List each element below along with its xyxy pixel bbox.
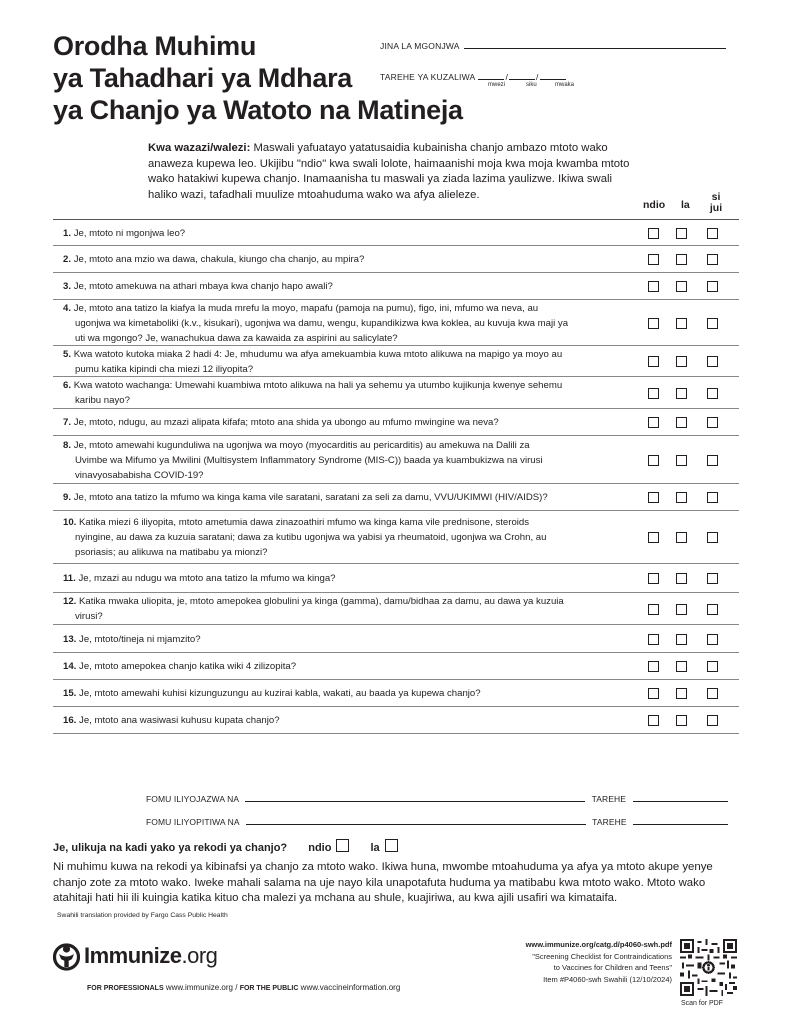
question-line <box>63 632 635 647</box>
question-line <box>63 594 635 609</box>
question-text <box>63 686 635 701</box>
dob-month-caption: mwezi <box>488 82 506 88</box>
question-line <box>63 331 635 346</box>
completed-by-label: FOMU ILIYOJAZWA NA <box>146 794 239 804</box>
question-row <box>53 246 739 273</box>
answer-no-checkbox[interactable] <box>676 388 687 399</box>
answer-dont-know-checkbox[interactable] <box>707 417 718 428</box>
answer-yes-checkbox[interactable] <box>648 318 659 329</box>
column-unknown-line-1: si <box>711 191 721 203</box>
question-line-text: pumu katika kipindi cha miezi 12 iliyopita? <box>75 364 254 375</box>
question-text <box>63 571 635 586</box>
question-line-text: Je, mtoto amewahi kugunduliwa na ugonjwa wa moyo (myocarditis au pericarditis) au amekuwa na Dalili za <box>73 440 530 451</box>
dob-year-line[interactable] <box>540 71 566 80</box>
answer-yes-checkbox[interactable] <box>648 254 659 265</box>
footer-public-link[interactable]: www.vaccineinformation.org <box>300 983 401 992</box>
question-line-text: Je, mtoto ana mzio wa dawa, chakula, kiungo cha chanjo, au mpira? <box>73 254 365 265</box>
logo-name: Immunize <box>84 943 182 968</box>
answer-dont-know-checkbox[interactable] <box>707 492 718 503</box>
question-line <box>63 468 635 483</box>
question-line <box>63 686 635 701</box>
question-line <box>63 415 635 430</box>
dob-sep-1: / <box>505 72 509 82</box>
answer-dont-know-checkbox[interactable] <box>707 532 718 543</box>
answer-no-checkbox[interactable] <box>676 715 687 726</box>
footer-pro-label: FOR PROFESSIONALS <box>87 985 164 992</box>
doc-ref-title-1: "Screening Checklist for Contraindications <box>532 951 672 961</box>
answer-yes-checkbox[interactable] <box>648 388 659 399</box>
question-line-text: Je, mtoto/tineja ni mjamzito? <box>79 634 201 645</box>
answer-dont-know-checkbox[interactable] <box>707 573 718 584</box>
immunize-logo <box>53 941 217 971</box>
question-line-text: virusi? <box>75 611 103 622</box>
question-text <box>63 490 635 505</box>
question-line-text: Katika miezi 6 iliyopita, mtoto ametumia dawa zinazoathiri mfumo wa kinga kama vile prednisone, steroids <box>79 517 530 528</box>
answer-no-checkbox[interactable] <box>676 254 687 265</box>
question-text <box>63 226 635 241</box>
column-unknown-header <box>706 192 726 214</box>
answer-no-checkbox[interactable] <box>676 356 687 367</box>
question-row <box>53 409 739 436</box>
footer-public-label: FOR THE PUBLIC <box>239 985 299 992</box>
answer-no-checkbox[interactable] <box>676 318 687 329</box>
question-number: 2. <box>63 254 72 265</box>
question-line-text: uti wa mgongo? Je, wanachukua dawa za kawaida za aspirini au salicylate? <box>75 333 398 344</box>
answer-no-checkbox[interactable] <box>676 228 687 239</box>
question-number: 1. <box>63 228 72 239</box>
title-line-3: ya Chanjo ya Watoto na Matineja <box>53 95 463 125</box>
question-number: 10. <box>63 517 77 528</box>
question-line <box>63 530 635 545</box>
question-line <box>63 453 635 468</box>
answer-yes-checkbox[interactable] <box>648 281 659 292</box>
question-number: 9. <box>63 492 72 503</box>
question-text <box>63 713 635 728</box>
question-number: 6. <box>63 380 72 391</box>
record-card-yes-checkbox[interactable] <box>336 839 349 852</box>
question-line-text: Je, mtoto amewahi kuhisi kizunguzungu au kuzirai kabla, wakati, au baada ya kupewa chanjo? <box>79 688 481 699</box>
column-yes-header: ndio <box>643 199 666 211</box>
answer-yes-checkbox[interactable] <box>648 661 659 672</box>
answer-yes-checkbox[interactable] <box>648 455 659 466</box>
questions-table <box>53 219 739 734</box>
question-text <box>63 594 635 624</box>
completed-date-label: TAREHE <box>591 794 627 804</box>
doc-ref-url[interactable]: www.immunize.org/catg.d/p4060-swh.pdf <box>525 940 672 949</box>
question-line-text: ugonjwa wa kimetaboliki (k.v., kisukari), ugonjwa wa damu, wengu, kupandikizwa kwa koklea, au kuvuja kwa maji ya <box>75 318 569 329</box>
question-number: 14. <box>63 661 77 672</box>
answer-dont-know-checkbox[interactable] <box>707 388 718 399</box>
question-row <box>53 273 739 300</box>
answer-yes-checkbox[interactable] <box>648 573 659 584</box>
reviewed-by-field[interactable] <box>146 816 728 827</box>
reviewed-date-line[interactable] <box>633 816 728 825</box>
answer-yes-checkbox[interactable] <box>648 604 659 615</box>
question-line-text: Je, mtoto ana tatizo la kiafya la muda mrefu la moyo, mapafu (pamoja na pumu), figo, ini, mfumo wa neva, au <box>73 303 539 314</box>
answer-no-checkbox[interactable] <box>676 532 687 543</box>
intro-body: Maswali yafuatayo yatatusaidia kubainisha chanjo ambazo mtoto wako anaweza kupewa leo. Ukijibu "ndio" kwa swali lolote, haimaanishi moja kwa moja kwamba mtoto wako hatakiwi kupewa chanjo. Inamaanisha tu maswali ya ziada lazima yaulizwe. Ikiwa swali haliko wazi, tafadhali muulize mtoahuduma wako wa afya alieleze. <box>148 142 630 201</box>
question-line-text: Je, mtoto ana tatizo la mfumo wa kinga kama vile saratani, saratani za seli za damu, VVU/UKIMWI (HIV/AIDS)? <box>73 492 548 503</box>
intro-text <box>148 141 643 203</box>
dob-month-line[interactable] <box>478 71 504 80</box>
answer-no-checkbox[interactable] <box>676 573 687 584</box>
answer-no-checkbox[interactable] <box>676 661 687 672</box>
question-row <box>53 593 739 625</box>
record-card-question <box>53 839 398 854</box>
question-text <box>63 659 635 674</box>
dob-year-caption: mwaka <box>555 82 575 88</box>
question-line-text: Katika mwaka uliopita, je, mtoto amepokea globulini ya kinga (gamma), damu/bidhaa za damu, au dawa ya kuzuia <box>79 596 564 607</box>
question-line <box>63 490 635 505</box>
answer-dont-know-checkbox[interactable] <box>707 356 718 367</box>
question-row <box>53 680 739 707</box>
question-line <box>63 316 635 331</box>
completed-by-field[interactable] <box>146 793 728 804</box>
record-card-question-text: Je, ulikuja na kadi yako ya rekodi ya chanjo? <box>53 842 288 854</box>
question-line-text: Kwa watoto wachanga: Umewahi kuambiwa mtoto alikuwa na hali ya sehemu ya utumbo kujikunja kwenye sehemu <box>73 380 563 391</box>
question-line-text: nyingine, au dawa za kuzuia saratani; dawa za kutibu ugonjwa wa yabisi ya rheumatoid, ugonjwa wa Crohn, au <box>75 532 547 543</box>
question-line <box>63 226 635 241</box>
question-text <box>63 632 635 647</box>
question-text <box>63 515 635 560</box>
question-number: 15. <box>63 688 77 699</box>
document-reference <box>452 939 672 985</box>
question-row <box>53 564 739 593</box>
question-line <box>63 438 635 453</box>
footer-links <box>87 983 400 992</box>
question-line-text: Je, mtoto amepokea chanjo katika wiki 4 zilizopita? <box>79 661 297 672</box>
answer-no-checkbox[interactable] <box>676 492 687 503</box>
question-line <box>63 378 635 393</box>
answer-no-checkbox[interactable] <box>676 417 687 428</box>
question-row <box>53 625 739 653</box>
dob-label: TAREHE YA KUZALIWA <box>380 72 475 82</box>
question-text <box>63 301 635 346</box>
question-text <box>63 378 635 408</box>
question-line <box>63 515 635 530</box>
question-number: 8. <box>63 440 72 451</box>
question-line-text: Uvimbe wa Mifumo ya Mwilini (Multisystem Inflammatory Syndrome (MIS-C)) baada ya kuambukizwa na virusi <box>75 455 543 466</box>
answer-dont-know-checkbox[interactable] <box>707 281 718 292</box>
question-line <box>63 362 635 377</box>
question-line <box>63 347 635 362</box>
question-number: 3. <box>63 281 72 292</box>
record-importance-paragraph: Ni muhimu kuwa na rekodi ya kibinafsi ya chanjo za mtoto wako. Ikiwa huna, mwombe mtoahuduma ya afya ya mtoto akupe yenye chanjo zote za mtoto wako. Iweke mahali salama na uje nayo kila unapotafuta huduma ya matibabu kwa mtoto wako. Mtoto wako atahitaji hati hii ili kuingia katika kituo cha malezi ya mchana au shule, kuajiriwa, au kwa ajili usafiri wa kimataifa. <box>53 861 713 904</box>
question-line-text: karibu nayo? <box>75 395 130 406</box>
question-number: 5. <box>63 349 72 360</box>
question-row <box>53 511 739 564</box>
intro-lead: Kwa wazazi/walezi: <box>148 142 251 154</box>
question-number: 12. <box>63 596 77 607</box>
question-number: 7. <box>63 417 72 428</box>
answer-yes-checkbox[interactable] <box>648 356 659 367</box>
answer-yes-checkbox[interactable] <box>648 417 659 428</box>
question-line-text: Je, mzazi au ndugu wa mtoto ana tatizo la mfumo wa kinga? <box>78 573 336 584</box>
question-row <box>53 346 739 377</box>
reviewed-by-line[interactable] <box>246 816 586 825</box>
question-text <box>63 252 635 267</box>
answer-dont-know-checkbox[interactable] <box>707 455 718 466</box>
title-line-2: ya Tahadhari ya Mdhara <box>53 63 353 93</box>
doc-ref-title-2: to Vaccines for Children and Teens" <box>553 963 672 972</box>
question-line-text: Je, mtoto ana wasiwasi kuhusu kupata chanjo? <box>79 715 280 726</box>
question-line-text: vinavyosababisha COVID-19? <box>75 470 204 481</box>
logo-suffix: .org <box>181 943 218 968</box>
dob-sep-2: / <box>536 72 539 82</box>
question-text <box>63 415 635 430</box>
question-row <box>53 653 739 680</box>
answer-no-checkbox[interactable] <box>676 604 687 615</box>
question-line <box>63 252 635 267</box>
question-text <box>63 438 635 483</box>
footer-sep: / <box>235 983 238 992</box>
question-text <box>63 347 635 377</box>
answer-dont-know-checkbox[interactable] <box>707 634 718 645</box>
question-line <box>63 713 635 728</box>
answer-dont-know-checkbox[interactable] <box>707 661 718 672</box>
answer-no-checkbox[interactable] <box>676 634 687 645</box>
answer-dont-know-checkbox[interactable] <box>707 254 718 265</box>
patient-name-field[interactable] <box>380 40 726 51</box>
question-line-text: Je, mtoto ni mgonjwa leo? <box>73 228 186 239</box>
answer-yes-checkbox[interactable] <box>648 532 659 543</box>
answer-yes-checkbox[interactable] <box>648 634 659 645</box>
answer-no-checkbox[interactable] <box>676 688 687 699</box>
question-row <box>53 484 739 511</box>
question-number: 16. <box>63 715 77 726</box>
patient-name-label: JINA LA MGONJWA <box>380 41 460 51</box>
question-row <box>53 707 739 734</box>
answer-dont-know-checkbox[interactable] <box>707 715 718 726</box>
question-row <box>53 300 739 346</box>
completed-by-line[interactable] <box>245 793 585 802</box>
question-line-text: Je, mtoto amekuwa na athari mbaya kwa chanjo hapo awali? <box>73 281 333 292</box>
translation-credit: Swahili translation provided by Fargo Cass Public Health <box>57 912 228 919</box>
answer-dont-know-checkbox[interactable] <box>707 688 718 699</box>
patient-name-line[interactable] <box>464 40 726 49</box>
footer-pro-link[interactable]: www.immunize.org <box>165 983 233 992</box>
title-line-1: Orodha Muhimu <box>53 31 257 61</box>
immunize-logo-icon <box>53 942 80 971</box>
answer-dont-know-checkbox[interactable] <box>707 604 718 615</box>
qr-caption: Scan for PDF <box>681 1000 724 1007</box>
dob-field[interactable] <box>380 71 567 82</box>
question-line <box>63 393 635 408</box>
question-line <box>63 279 635 294</box>
question-text <box>63 279 635 294</box>
question-line-text: Je, mtoto, ndugu, au mzazi alipata kifafa; mtoto ana shida ya ubongo au mfumo mwingine wa neva? <box>73 417 499 428</box>
answer-no-checkbox[interactable] <box>676 455 687 466</box>
question-number: 11. <box>63 573 76 584</box>
question-line <box>63 545 635 560</box>
reviewed-date-label: TAREHE <box>592 817 627 827</box>
column-unknown-line-2: jui <box>709 202 723 214</box>
question-number: 4. <box>63 303 72 314</box>
answer-no-checkbox[interactable] <box>676 281 687 292</box>
question-row <box>53 436 739 484</box>
doc-ref-item: Item #P4060-swh Swahili (12/10/2024) <box>543 974 672 984</box>
question-row <box>53 220 739 246</box>
dob-day-line[interactable] <box>509 71 535 80</box>
answer-dont-know-checkbox[interactable] <box>707 318 718 329</box>
record-card-no-label: la <box>370 842 380 854</box>
record-card-no-checkbox[interactable] <box>385 839 398 852</box>
question-line <box>63 659 635 674</box>
question-number: 13. <box>63 634 77 645</box>
answer-yes-checkbox[interactable] <box>648 492 659 503</box>
dob-day-caption: siku <box>526 82 537 88</box>
question-line-text: Kwa watoto kutoka miaka 2 hadi 4: Je, mhudumu wa afya amekuambia kuwa mtoto alikuwa na mapigo ya moyo au <box>73 349 563 360</box>
answer-yes-checkbox[interactable] <box>648 688 659 699</box>
answer-yes-checkbox[interactable] <box>648 228 659 239</box>
immunize-logo-text <box>84 943 217 969</box>
column-no-header: la <box>681 199 690 211</box>
record-card-yes-label: ndio <box>308 842 332 854</box>
reviewed-by-label: FOMU ILIYOPITIWA NA <box>146 817 240 827</box>
question-row <box>53 377 739 409</box>
question-line <box>63 571 635 586</box>
question-line <box>63 609 635 624</box>
question-line-text: psoriasis; au alikuwa na matibabu ya mionzi? <box>75 547 268 558</box>
qr-code-icon[interactable] <box>680 939 737 996</box>
answer-yes-checkbox[interactable] <box>648 715 659 726</box>
question-line <box>63 301 635 316</box>
completed-date-line[interactable] <box>633 793 728 802</box>
answer-dont-know-checkbox[interactable] <box>707 228 718 239</box>
